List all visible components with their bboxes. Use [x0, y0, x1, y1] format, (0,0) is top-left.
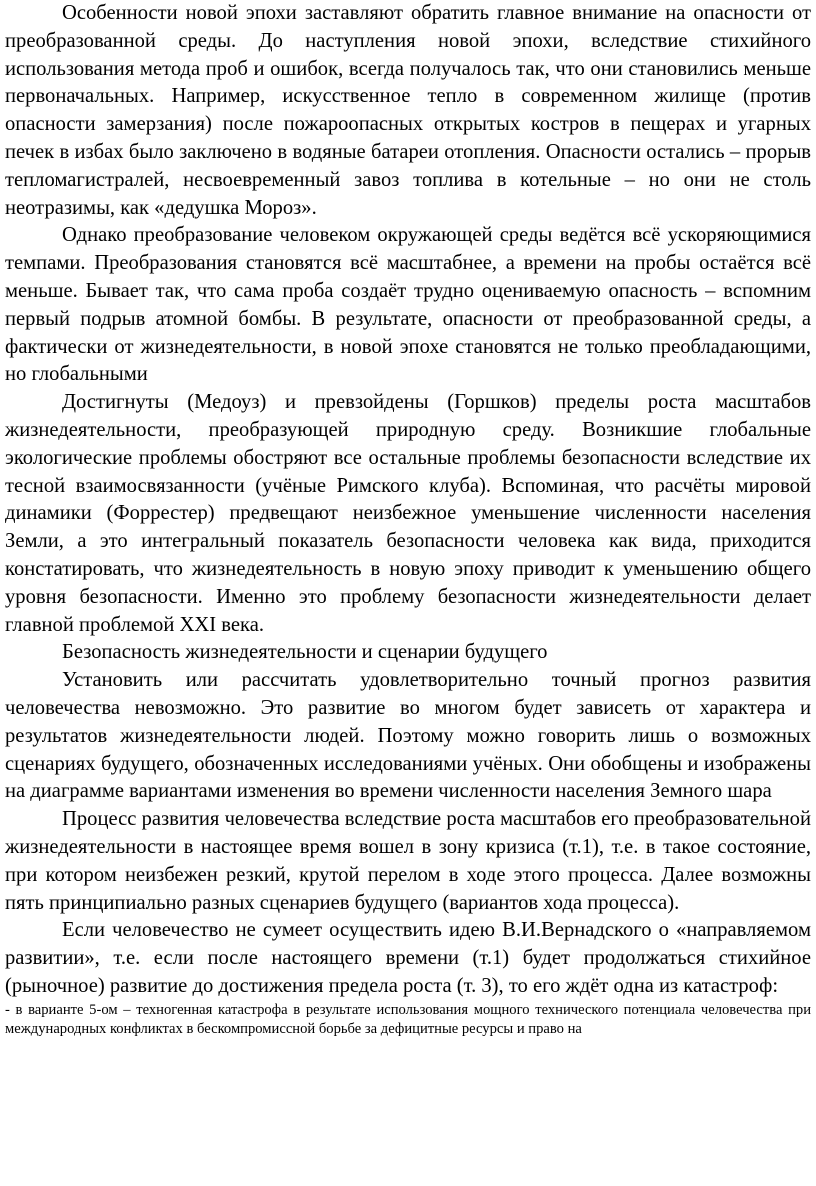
- paragraph-forecast: Установить или рассчитать удовлетворительно точный прогноз развития человечества невозможно. Это развитие во многом будет зависеть от характера и результатов жизнедеятельности людей. Поэтому можно говорить лишь о возможных сценариях будущего, обозначенных исследованиями учёных. Они обобщены и изображены на диаграмме вариантами изменения во времени численности населения Земного шара: [5, 669, 811, 803]
- paragraph-crisis-zone: Процесс развития человечества вследствие роста масштабов его преобразовательной жизнедеятельности в настоящее время вошел в зону кризиса (т.1), т.е. в такое состояние, при котором неизбежен резкий, крутой перелом в ходе этого процесса. Далее возможны пять принципиально разных сценариев будущего (вариантов хода процесса).: [5, 808, 811, 914]
- paragraph-growth-limits: Достигнуты (Медоуз) и превзойдены (Горшков) пределы роста масштабов жизнедеятельности, преобразующей природную среду. Возникшие глобальные экологические проблемы обостряют все остальные проблемы безопасности вследствие их тесной взаимосвязанности (учёные Римского клуба). Вспоминая, что расчёты мировой динамики (Форрестер) предвещают неизбежное уменьшение численности населения Земли, а это интегральный показатель безопасности человека как вида, приходится констатировать, что жизнедеятельность в новую эпоху приводит к уменьшению общего уровня безопасности. Именно это проблему безопасности жизнедеятельности делает главной проблемой XXI века.: [5, 391, 811, 636]
- paragraph-accelerating-transformation: Однако преобразование человеком окружающей среды ведётся всё ускоряющимися темпами. Преобразования становятся всё масштабнее, а времени на пробы остаётся всё меньше. Бывает так, что сама проба создаёт трудно оцениваемую опасность – вспомним первый подрыв атомной бомбы. В результате, опасности от преобразованной среды, а фактически от жизнедеятельности, в новой эпохе становятся не только преобладающими, но глобальными: [5, 224, 811, 386]
- section-heading-scenarios: Безопасность жизнедеятельности и сценарии будущего: [62, 641, 548, 664]
- document-page: [5, 0, 811, 1039]
- paragraph-new-era-dangers: Особенности новой эпохи заставляют обратить главное внимание на опасности от преобразованной среды. До наступления новой эпохи, вследствие стихийного использования метода проб и ошибок, всегда получалось так, что они становились меньше первоначальных. Например, искусственное тепло в современном жилище (против опасности замерзания) после пожароопасных открытых костров в пещерах и угарных печек в избах было заключено в водяные батареи отопления. Опасности остались – прорыв тепломагистралей, несвоевременный завоз топлива в котельные – но они не столь неотразимы, как «дедушка Мороз».: [5, 2, 811, 219]
- note-variant-5: - в варианте 5-ом – техногенная катастрофа в результате использования мощного технического потенциала человечества при международных конфликтах в бескомпромиссной борьбе за дефицитные ресурсы и право на: [5, 1001, 811, 1037]
- paragraph-vernadsky: Если человечество не сумеет осуществить идею В.И.Вернадского о «направляемом развитии», т.е. если после настоящего времени (т.1) будет продолжаться стихийное (рыночное) развитие до достижения предела роста (т. 3), то его ждёт одна из катастроф:: [5, 919, 811, 997]
